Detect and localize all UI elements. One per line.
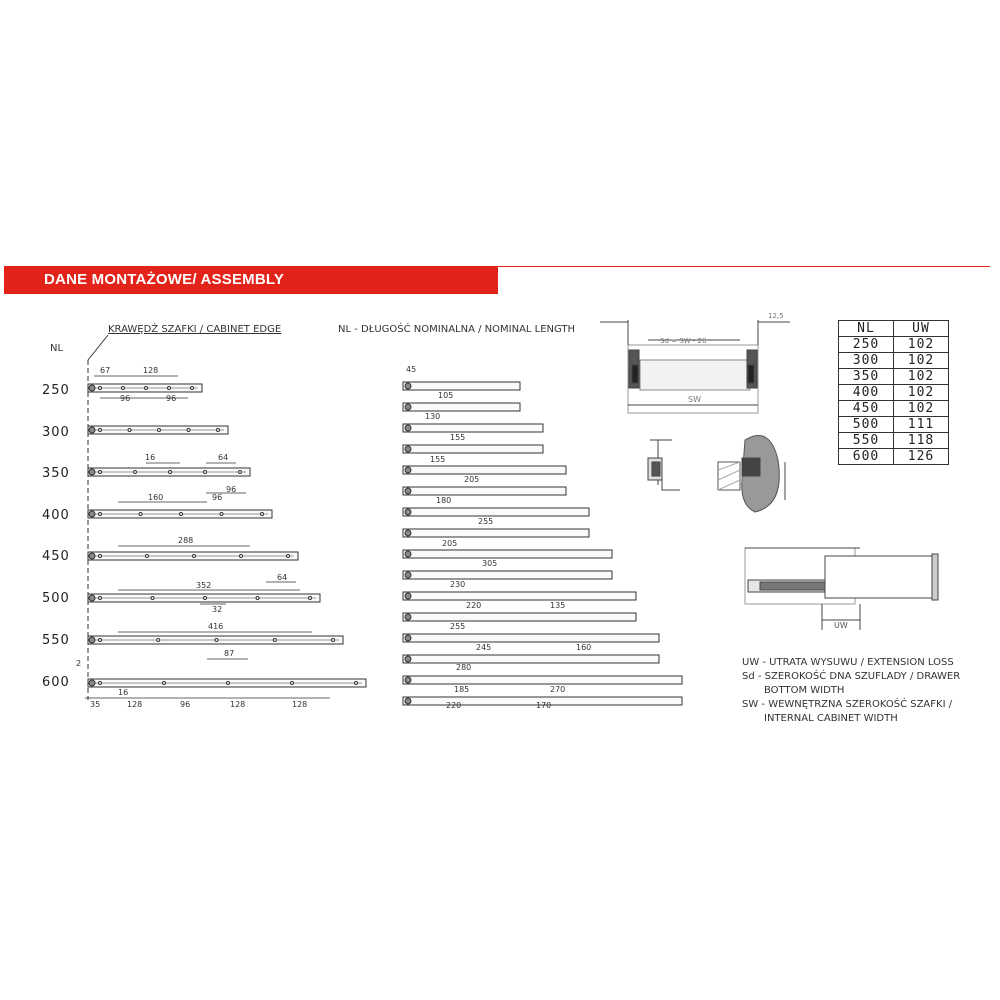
uw-table-row <box>839 449 949 465</box>
side-gap-label: 12,5 <box>768 312 784 320</box>
uw-table-nl-cell: 600 <box>839 449 894 465</box>
middle-rail <box>403 445 543 453</box>
legend-sw-cont: INTERNAL CABINET WIDTH <box>764 713 898 724</box>
uw-table-row <box>839 353 949 369</box>
dimension-label: 96 <box>120 394 131 403</box>
uw-table-header-uw: UW <box>894 321 949 337</box>
nl-row-400: 400 <box>42 508 70 523</box>
dimension-label: 35 <box>90 700 101 709</box>
dimension-label: 96 <box>180 700 191 709</box>
dimension-label: 205 <box>464 475 480 484</box>
dimension-label: 2 <box>76 659 82 668</box>
bracket-detail <box>648 440 680 490</box>
nl-row-550: 550 <box>42 633 70 648</box>
left-rail-300 <box>88 426 228 434</box>
nl-row-350: 350 <box>42 466 70 481</box>
dimension-label: 128 <box>292 700 308 709</box>
sw-width-label: SW <box>688 395 701 404</box>
dimension-label: 255 <box>478 517 494 526</box>
dimension-label: 130 <box>425 412 441 421</box>
nl-row-500: 500 <box>42 591 70 606</box>
dimension-label: 87 <box>224 649 235 658</box>
middle-rail <box>403 550 612 558</box>
dimension-label: 128 <box>143 366 159 375</box>
uw-table-row <box>839 369 949 385</box>
uw-table-uw-cell: 102 <box>894 401 949 417</box>
dimension-label: 155 <box>450 433 466 442</box>
dimension-label: 255 <box>450 622 466 631</box>
dimension-label: 67 <box>100 366 111 375</box>
dimension-label: 280 <box>456 663 472 672</box>
sd-width-label: Sd = SW - 26 <box>660 337 707 345</box>
uw-dimension-label: UW <box>834 621 848 630</box>
dimension-label: 135 <box>550 601 566 610</box>
dimension-label: 220 <box>466 601 482 610</box>
uw-table-nl-cell: 250 <box>839 337 894 353</box>
left-dimension-labels <box>76 366 307 709</box>
dimension-label: 128 <box>127 700 143 709</box>
dimension-label: 16 <box>118 688 129 697</box>
uw-table-uw-cell: 102 <box>894 353 949 369</box>
dimension-label: 96 <box>166 394 177 403</box>
uw-table-uw-cell: 102 <box>894 337 949 353</box>
nl-row-600: 600 <box>42 675 70 690</box>
uw-table-nl-cell: 450 <box>839 401 894 417</box>
uw-table-nl-cell: 300 <box>839 353 894 369</box>
left-rail-450 <box>88 552 298 560</box>
dimension-label: 205 <box>442 539 458 548</box>
dimension-label: 230 <box>450 580 466 589</box>
dimension-label: 160 <box>576 643 592 652</box>
dimension-label: 155 <box>430 455 446 464</box>
cabinet-edge-leader <box>88 335 108 360</box>
dimension-label: 96 <box>226 485 237 494</box>
uw-table-uw-cell: 111 <box>894 417 949 433</box>
dimension-label: 45 <box>406 365 417 374</box>
dimension-label: 170 <box>536 701 552 710</box>
dimension-label: 16 <box>145 453 156 462</box>
left-rail-350 <box>88 468 250 476</box>
legend <box>742 656 960 726</box>
front-mount-detail <box>718 436 785 513</box>
uw-table-uw-cell: 126 <box>894 449 949 465</box>
uw-table-uw-cell: 102 <box>894 369 949 385</box>
dimension-label: 270 <box>550 685 566 694</box>
dimension-label: 96 <box>212 493 223 502</box>
legend-sd-cont: BOTTOM WIDTH <box>764 685 845 696</box>
nl-row-300: 300 <box>42 425 70 440</box>
dimension-label: 288 <box>178 536 194 545</box>
nominal-length-label: NL - DŁUGOŚĆ NOMINALNA / NOMINAL LENGTH <box>338 324 576 335</box>
dimension-label: 185 <box>454 685 470 694</box>
middle-rail <box>403 571 612 579</box>
uw-table-row <box>839 337 949 353</box>
dimension-label: 128 <box>230 700 246 709</box>
legend-sd: Sd - SZEROKOŚĆ DNA SZUFLADY / DRAWER <box>742 671 961 682</box>
left-rail-550 <box>88 636 343 644</box>
middle-rail <box>403 424 543 432</box>
dimension-label: 305 <box>482 559 498 568</box>
left-rail-250 <box>88 384 202 392</box>
middle-rail <box>403 592 636 600</box>
middle-rail <box>403 466 566 474</box>
uw-table-nl-cell: 350 <box>839 369 894 385</box>
uw-table-header <box>839 321 949 337</box>
middle-rail <box>403 508 589 516</box>
dimension-label: 105 <box>438 391 454 400</box>
uw-table-uw-cell: 102 <box>894 385 949 401</box>
uw-table-row <box>839 385 949 401</box>
dimension-label: 245 <box>476 643 492 652</box>
left-rail-600 <box>88 679 366 687</box>
middle-rail <box>403 487 566 495</box>
dimension-label: 180 <box>436 496 452 505</box>
nl-row-250: 250 <box>42 383 70 398</box>
uw-table-row <box>839 417 949 433</box>
middle-rail <box>403 613 636 621</box>
uw-table-row <box>839 433 949 449</box>
dimension-label: 32 <box>212 605 223 614</box>
dimension-label: 220 <box>446 701 462 710</box>
nl-heading: NL <box>50 343 64 354</box>
middle-rail <box>403 655 659 663</box>
middle-rail <box>403 676 682 684</box>
nl-row-450: 450 <box>42 549 70 564</box>
uw-table-uw-cell: 118 <box>894 433 949 449</box>
dimension-label: 352 <box>196 581 212 590</box>
left-rail-500 <box>88 594 320 602</box>
section-title: DANE MONTAŻOWE/ ASSEMBLY <box>44 271 285 288</box>
middle-rail <box>403 529 589 537</box>
middle-rail <box>403 403 520 411</box>
uw-table-nl-cell: 500 <box>839 417 894 433</box>
drawer-side-view <box>745 548 938 630</box>
uw-table-nl-cell: 550 <box>839 433 894 449</box>
uw-table-header-nl: NL <box>839 321 894 337</box>
uw-table-row <box>839 401 949 417</box>
legend-sw: SW - WEWNĘTRZNA SZEROKOŚĆ SZAFKI / <box>742 699 953 710</box>
dimension-label: 416 <box>208 622 224 631</box>
middle-rail <box>403 634 659 642</box>
left-rail-400 <box>88 510 272 518</box>
uw-table <box>838 320 949 465</box>
dimension-label: 64 <box>218 453 229 462</box>
dimension-label: 160 <box>148 493 164 502</box>
cabinet-edge-label: KRAWĘDŹ SZAFKI / CABINET EDGE <box>108 324 282 335</box>
dimension-label: 64 <box>277 573 288 582</box>
legend-uw: UW - UTRATA WYSUWU / EXTENSION LOSS <box>742 657 954 668</box>
uw-table-nl-cell: 400 <box>839 385 894 401</box>
middle-rail <box>403 382 520 390</box>
